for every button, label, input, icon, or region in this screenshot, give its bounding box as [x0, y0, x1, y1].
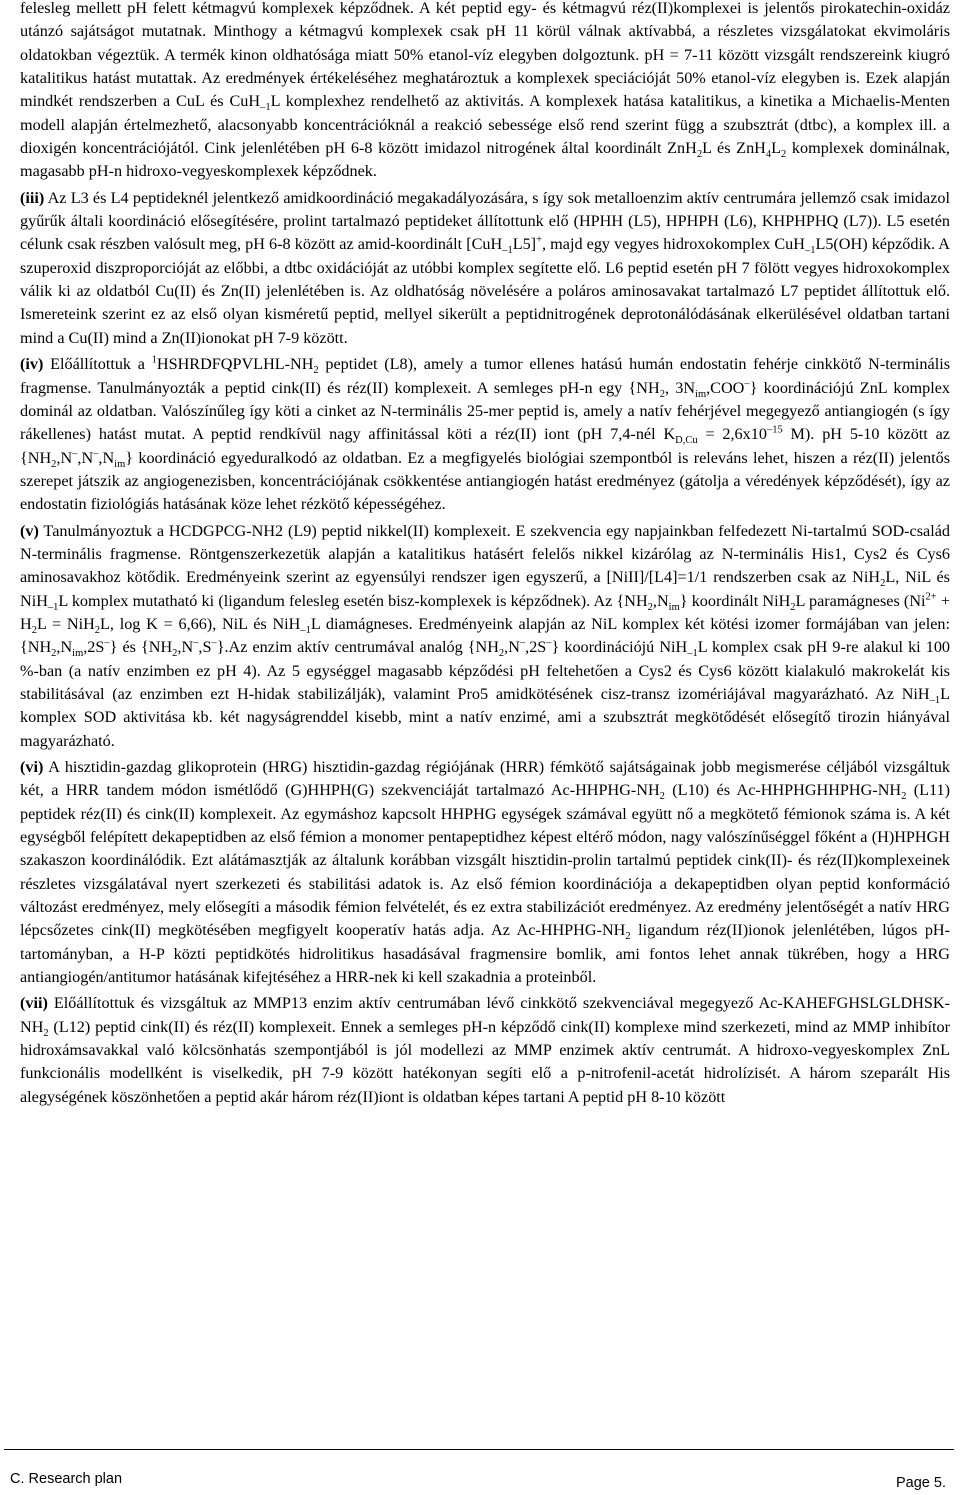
footer-section-label: C. Research plan	[10, 1471, 123, 1487]
paragraph-continued: felesleg mellett pH felett kétmagvú komplexek képződnek. A két peptid egy- és kétmagvú réz(II)komplexei is jelentős pirokatechin-oxidáz utánzó sajátságot mutatnak. Minthogy a kétmagvú komplexek csak pH 11 körül válnak aktívabbá, a részletes vizsgálatokat ekvimoláris oldatokban végeztük. A termék kinon oldhatósága miatt 50% etanol-víz elegyben dolgoztunk. pH = 7-11 között vizsgált rendszereink kiugró katalitikus hatást mutattak. Az eredmények értékeléséhez meghatároztuk a komplexek speciációját 50% etanol-víz elegyben is. Ezek alapján mindkét rendszerben a CuL és CuH$_{-1}$L komplexhez rendelhető az aktivitás. A komplexek hatása katalitikus, a kinetika a Michaelis-Menten modell alapján értelmezhető, alacsonyabb koncentrációknál a reakció sebessége első rend szerint függ a szubsztrát (dtbc), a komplex ill. a dioxigén koncentrációjától. Cink jelenlétében pH 6-8 között imidazol nitrogének által koordinált ZnH$_2$L és $ZnH_4L_2$ komplexek dominálnak, magasabb pH-n hidroxo-vegyeskomplexek képződnek.	[20, 0, 950, 181]
paragraph-iv: (iv) Előállítottuk a $^1HSHRDFQPVLHL-NH_2$ peptidet (L8), amely a tumor ellenes hatású humán endostatin fehérje cinkkötő N-terminális fragmense. Tanulmányozták a peptid cink(II) és réz(II) komplexeit. A semleges pH-n egy {$NH_2$, $3N_{im},COO^-$} koordinációjú ZnL komplex dominál az oldatban. Valószínűleg így köti a cinket az N-terminális 25-mer peptid is, amely a natív fehérjével megegyező antiangiogén (s így rákellenes) hatást mutat. A peptid rendkívül nagy affinitással köti a réz(II) iont (pH 7,4-nél $K_{D,Cu} = 2,6x10^{-15}$ M). pH 5-10 között az $\{NH_2,N^-,N^-,N_{im}\}$ koordináció egyeduralkodó az oldatban. Ez a megfigyelés biológiai szempontból is releváns lehet, hiszen a réz(II) jelentős szerepet játszik az angiogenezisben, koncentrációjának csökkentése antiangiogén hatást eredményez (gátolja a véredények képződését), így az endostatin fiziológiás hatásának köze lehet rézkötő képességéhez.	[20, 354, 950, 514]
paragraph-vi: (vi) A hisztidin-gazdag glikoprotein (HRG) hisztidin-gazdag régiójának (HRR) fémkötő sajátságainak jobb megismerése céljából vizsgáltuk két, a HRR tandem módon ismétlődő (G)HHPH(G) szekvenciáját tartalmazó $Ac-HHPHG-NH_2$ (L10) és $Ac-HHPHGHHPHG-NH_2$ (L11) peptidek réz(II) és cink(II) komplexeit. Az egymáshoz kapcsolt HHPHG egységek számával együtt nő a megkötető fémionok száma is. A két egységből felépített dekapeptidben az első fémion a monomer pentapeptidhez képest eltérő módon, nagy valószínűséggel főként a (H)HPHGH szakaszon koordinálódik. Ezt alátámasztják az általunk korábban vizsgált hisztidin-prolin tartalmú peptidek cink(II)- és réz(II)komplexeinek részletes vizsgálatával nyert szerkezeti és stabilitási adatok is. Az első fémion koordinációja a dekapeptidben olyan peptid konformáció változást eredményez, mely elősegíti a második fémion felvételét, és ez extra stabilizációt eredményez. Az eredmény jelentőségét a natív HRG lépcsőzetes cink(II) megkötésében megfigyelt kooperatív hatás adja. Az $Ac-HHPHG-NH_2$ ligandum réz(II)ionok jelenlétében, lúgos pH-tartományban, a H-P közti peptidkötés hidrolitikus hasadásával fragmensire bomlik, ami fontos lehet annak tükrében, hogy a HRG antiangiogén/antitumor hatásának kifejtéséhez a HRR-nek ki kell szakadnia a proteinből.	[20, 758, 950, 987]
body-text	[20, 0, 950, 1112]
paragraph-vii: (vii) Előállítottuk és vizsgáltuk az MMP13 enzim aktív centrumában lévő cinkkötő szekvenciával megegyező $Ac-KAHEFGHSLGLDHSK-NH_2$ (L12) peptid cink(II) és réz(II) komplexeit. Ennek a semleges pH-n képződő cink(II) komplexe mind szerkezeti, mind az MMP inhibítor hidroxámsavakkal való kölcsönhatás szempontjából is jól modellezi az MMP enzimek aktív centrumát. A hidroxo-vegyeskomplex ZnL funkcionális modellként is viselkedik, pH 7-9 között hatékonyan segíti elő a p-nitrofenil-acetát hidrolízisét. A három szeparált His alegységének köszönhetően a peptid akár három réz(II)iont is oldatban képes tartani A peptid pH 8-10 között	[20, 994, 950, 1106]
paragraph-iii: (iii) Az L3 és L4 peptideknél jelentkező amidkoordináció megakadályozására, s így sok metalloenzim aktív centrumára jellemző csak imidazol gyűrűk általi koordináció elősegítésére, prolint tartalmazó peptideket állítottunk elő (HPHH (L5), HPHPH (L6), KHPHPHQ (L7)). L5 esetén célunk csak részben valósult meg, pH 6-8 között az amid-koordinált [CuH$_{-1}$L5]+, majd egy vegyes hidroxokomplex CuH$_{-1}$L5(OH) képződik. A szuperoxid diszproporcióját az előbbi, a dtbc oxidációját az utóbbi komplex segítette elő. L6 peptid esetén pH 7 fölött vegyes hidroxokomplex válik ki az oldatból Cu(II) és Zn(II) jelenlétében is. Az oldhatóság növelésére a poláros aminosavakat tartalmazó L7 peptidet állítottuk elő. Ismereteink szerint ez az első olyan kisméretű peptid, mellyel sikerült a peptidnitrogének deprotonálódásának elkerülésével oldatban tartani mind a Cu(II) mind a Zn(II)ionokat pH 7-9 között.	[20, 188, 951, 347]
paragraph-v: (v) Tanulmányoztuk a HCDGPCG-NH2 (L9) peptid nikkel(II) komplexeit. E szekvencia egy napjainkban felfedezett Ni-tartalmú SOD-család N-terminális fragmense. Röntgenszerkezetük alapján a katalitikus hatásért felelős nikkel kizárólag az N-terminális His1, Cys2 és Cys6 aminosavakhoz kötődik. Eredményeink szerint az egyensúlyi rendszer igen egyszerű, a [NiII]/[L4]=1/1 rendszerben csak az NiH$_2$L, NiL és NiH$_{-1}$L komplex mutatható ki (ligandum felesleg esetén bisz-komplexek is képződnek). Az $\{NH_2,N_{im}\}$ koordinált NiH$_2$L paramágneses ($Ni^{2+} + H_2L = NiH_2L$, log K = 6,66), NiL és NiH$_{-1}$L diamágneses. Eredményeink alapján az NiL komplex két kötési izomer formájában van jelen: $\{NH_2,N_{im},2S^-\}$ és $\{NH_2,N^-,S^-\}.Az$ enzim aktív centrumával analóg $\{NH_2,N^-,2S^-\}$ koordinációjú NiH$_{-1}$L komplex csak pH 9-re alakul ki 100 %-ban (a natív enzimben ez pH 4). Az 5 egységgel magasabb képződési pH feltehetően a Cys2 és Cys6 között kialakuló makrokelát kis stabilitásával (az enzimben ezt H-hidak stabilizálják), valamint Pro5 amidkötésének cisz-transz izomériájával magyarázható. Az NiH$_{-1}$L komplex SOD aktivitása kb. két nagyságrenddel kisebb, mint a natív enzimé, ami a szubsztrát megkötődését elősegítő tirozin hiányával magyarázható.	[20, 521, 951, 750]
footer-divider	[4, 1449, 954, 1450]
footer-page-number: Page 5.	[896, 1475, 946, 1491]
